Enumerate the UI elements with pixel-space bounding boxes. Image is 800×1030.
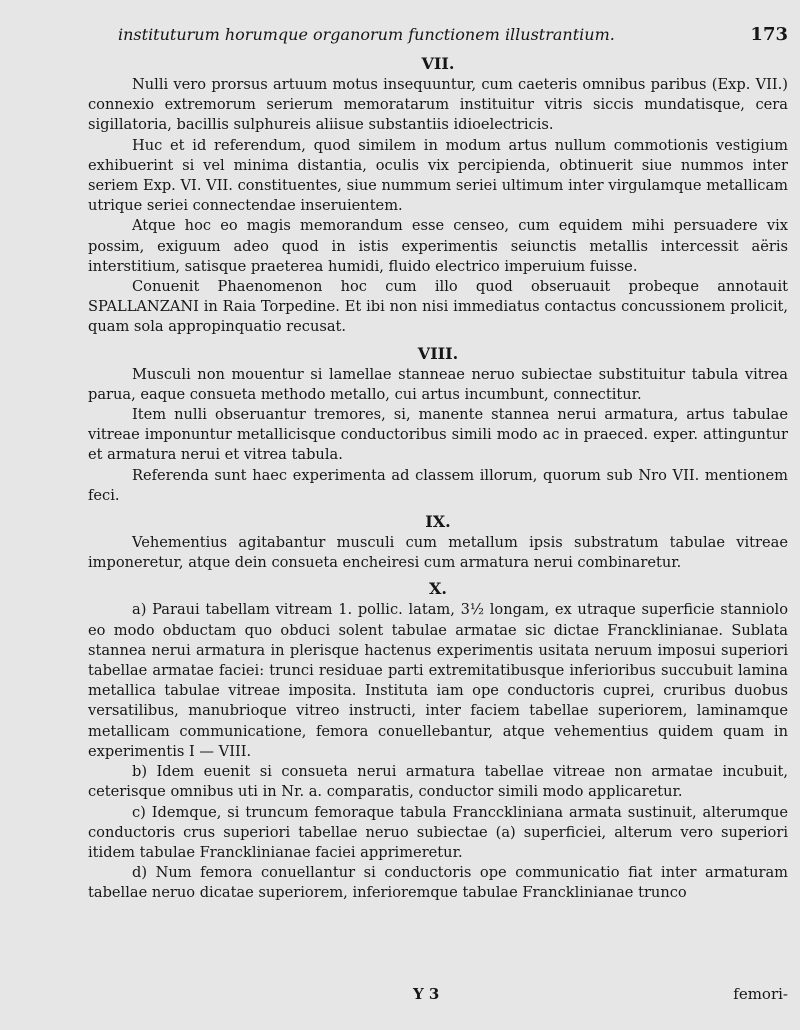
running-head bbox=[88, 24, 788, 48]
paragraph: Nulli vero prorsus artuum motus insequuntur, cum caeteris omnibus paribus (Exp. VII.) connexio extremorum serierum memoratarum instituitur vitris siccis mundatisque, cera sigillatoria, bacillis sulphureis aliisue substantiis idioelectricis. bbox=[88, 76, 788, 134]
paragraph: Atque hoc eo magis memorandum esse censeo, cum equidem mihi persuadere vix possim, exiguum adeo quod in istis experimentis seiunctis metallis intercessit aëris interstitium, satisque praeterea humidi, fluido electrico imperuium fuisse. bbox=[88, 217, 788, 275]
paragraph: Item nulli obseruantur tremores, si, manente stannea nerui armatura, artus tabulae vitreae imponuntur metallicisque conductoribus simili modo ac in praeced. exper. attinguntur et armatura nerui et vitrea tabula. bbox=[88, 406, 788, 464]
section-heading: IX. bbox=[425, 512, 451, 532]
paragraph: a) Paraui tabellam vitream 1. pollic. latam, 3½ longam, ex utraque superficie stanniolo eo modo obductam quo obduci solent tabulae armatae sic dictae Francklinianae. Sublata stannea nerui armatura in plerisque hactenus experimentis usitata neruum imposui superiori tabellae armatae faciei: trunci residuae parti extremitatibusque inferioribus succubuit lamina metallica tabulae vitreae imposita. Instituta iam ope conductoris cuprei, cruribus duobus versatilibus, manubrioque vitreo instructi, inter faciem tabellae superiorem, laminamque metallicam communicatione, femora conuellebantur, atque vehementius quidem quam in experimentis I — VIII. bbox=[88, 601, 788, 760]
section-heading: VIII. bbox=[417, 343, 459, 363]
running-head-title: instituturum horumque organorum functionem illustrantium. bbox=[118, 25, 615, 44]
paragraph: d) Num femora conuellantur si conductoris ope communicatio fiat inter armaturam tabellae neruo dicatae superiorem, inferioremque tabulae Francklinianae trunco bbox=[88, 864, 788, 902]
paragraph: Referenda sunt haec experimenta ad classem illorum, quorum sub Nro VII. mentionem feci. bbox=[88, 466, 788, 504]
catchword: femori- bbox=[733, 985, 788, 1003]
section-viii bbox=[88, 344, 788, 506]
paragraph: c) Idemque, si truncum femoraque tabula Francckliniana armata sustinuit, alterumque conductoris crus superiori tabellae neruo subiectae (a) superficiei, alterum vero superiori itidem tabulae Francklinianae faciei apprimeretur. bbox=[88, 803, 788, 861]
page-number: 173 bbox=[750, 24, 788, 45]
page-body bbox=[88, 54, 788, 904]
signature-mark: Y 3 bbox=[413, 985, 440, 1003]
paragraph: Vehementius agitabantur musculi cum metallum ipsis substratum tabulae vitreae imponeretur, atque dein consueta encheiresi cum armatura nerui combinaretur. bbox=[88, 534, 788, 572]
section-x bbox=[88, 579, 788, 903]
section-heading: X. bbox=[429, 579, 447, 599]
paragraph: b) Idem euenit si consueta nerui armatura tabellae vitreae non armatae incubuit, ceterisque omnibus uti in Nr. a. comparatis, conductor simili modo applicaretur. bbox=[88, 763, 788, 801]
paragraph: Conuenit Phaenomenon hoc cum illo quod obseruauit probeque annotauit SPALLANZANI in Raia Torpedine. Et ibi non nisi immediatus contactus concussionem prolicit, quam sola appropinquatio recusat. bbox=[88, 278, 788, 336]
section-vii bbox=[88, 54, 788, 338]
section-heading: VII. bbox=[421, 54, 455, 73]
section-ix bbox=[88, 512, 788, 573]
paragraph: Huc et id referendum, quod similem in modum artus nullum commotionis vestigium exhibuerint si vel minima distantia, oculis vix percipienda, obtinuerit siue nummos inter seriem Exp. VI. VII. constituentes, siue nummum seriei ultimum inter virgulamque metallicam utrique seriei connectendae inseruientem. bbox=[88, 136, 788, 215]
page-footer bbox=[88, 985, 788, 1003]
paragraph: Musculi non mouentur si lamellae stanneae neruo subiectae substituitur tabula vitrea parua, eaque consueta methodo metallo, cui artus incumbunt, connectitur. bbox=[88, 365, 788, 403]
